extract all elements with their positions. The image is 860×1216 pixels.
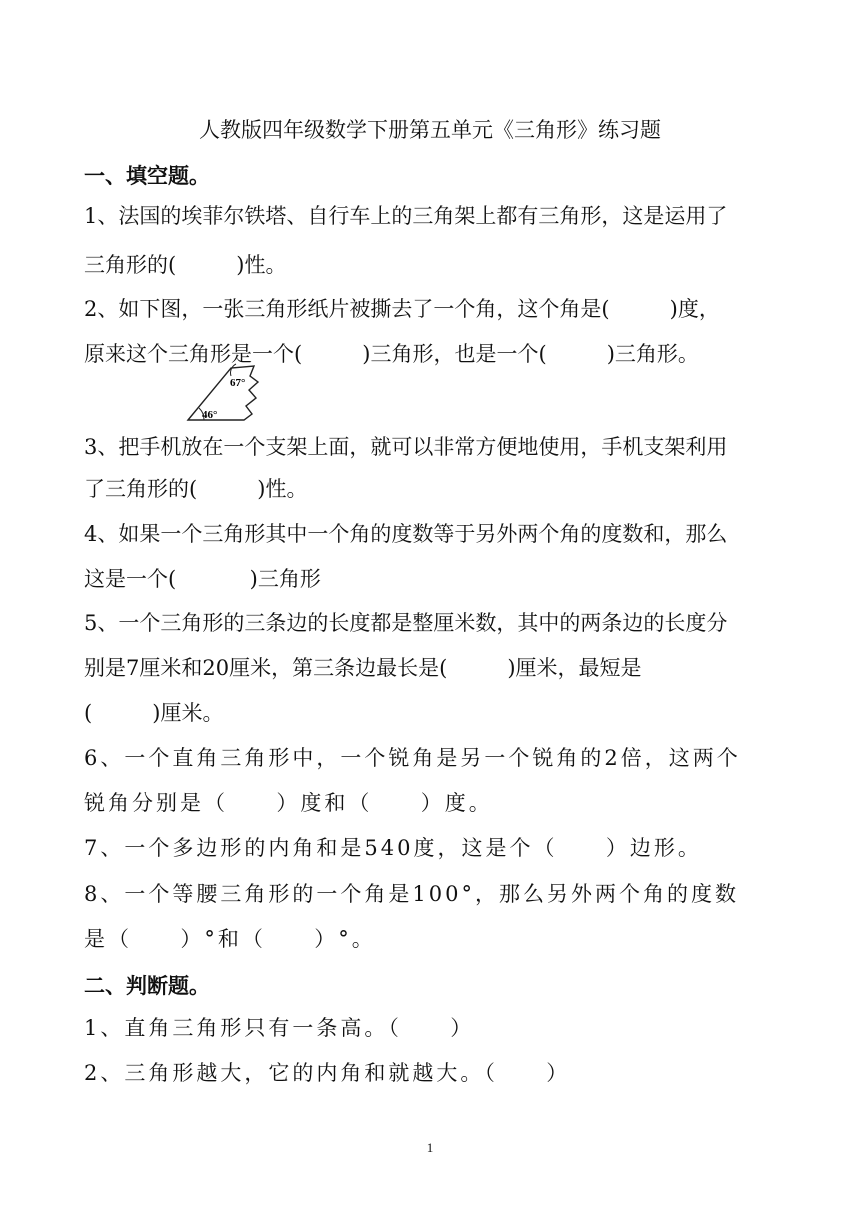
judgment-1: 1、直角三角形只有一条高。（ ）: [84, 1016, 475, 1040]
page-number: 1: [426, 1140, 434, 1155]
question-1-line-2: 三角形的( )性。: [84, 253, 287, 277]
judgment-2: 2、三角形越大，它的内角和就越大。（ ）: [84, 1061, 571, 1085]
angle-arc-top: [231, 364, 236, 376]
question-3-line-2: 了三角形的( )性。: [84, 477, 308, 501]
question-5-line-2: 别是7厘米和20厘米，第三条边最长是( )厘米，最短是: [84, 656, 642, 680]
question-2-line-1: 2、如下图，一张三角形纸片被撕去了一个角，这个角是( )度，: [84, 297, 720, 321]
question-4-line-1: 4、如果一个三角形其中一个角的度数等于另外两个角的度数和，那么: [84, 522, 728, 546]
question-7: 7、一个多边形的内角和是540度，这是个（ ）边形。: [84, 836, 702, 860]
question-8-line-1: 8、一个等腰三角形的一个角是100°，那么另外两个角的度数: [84, 882, 739, 906]
question-2-line-2: 原来这个三角形是一个( )三角形，也是一个( )三角形。: [84, 342, 699, 366]
section-fill-in-blank: 一、填空题。: [84, 164, 210, 188]
section-true-false: 二、判断题。: [84, 974, 210, 998]
question-4-line-2: 这是一个( )三角形: [84, 567, 321, 591]
question-3-line-1: 3、把手机放在一个支架上面，就可以非常方便地使用，手机支架利用: [84, 435, 728, 459]
question-8-line-2: 是（ ）°和（ ）°。: [84, 927, 376, 951]
angle-label-left: 46°: [202, 409, 218, 421]
question-6-line-2: 锐角分别是（ ）度和（ ）度。: [84, 791, 493, 815]
torn-triangle-figure: [186, 362, 262, 424]
question-6-line-1: 6、一个直角三角形中，一个锐角是另一个锐角的2倍，这两个: [84, 746, 741, 770]
page-title: 人教版四年级数学下册第五单元《三角形》练习题: [199, 118, 661, 142]
question-1-line-1: 1、法国的埃菲尔铁塔、自行车上的三角架上都有三角形，这是运用了: [84, 204, 728, 228]
question-5-line-1: 5、一个三角形的三条边的长度都是整厘米数，其中的两条边的长度分: [84, 611, 728, 635]
question-5-line-3: ( )厘米。: [84, 701, 224, 725]
triangle-outline: [188, 366, 258, 420]
angle-label-top: 67°: [230, 377, 246, 389]
